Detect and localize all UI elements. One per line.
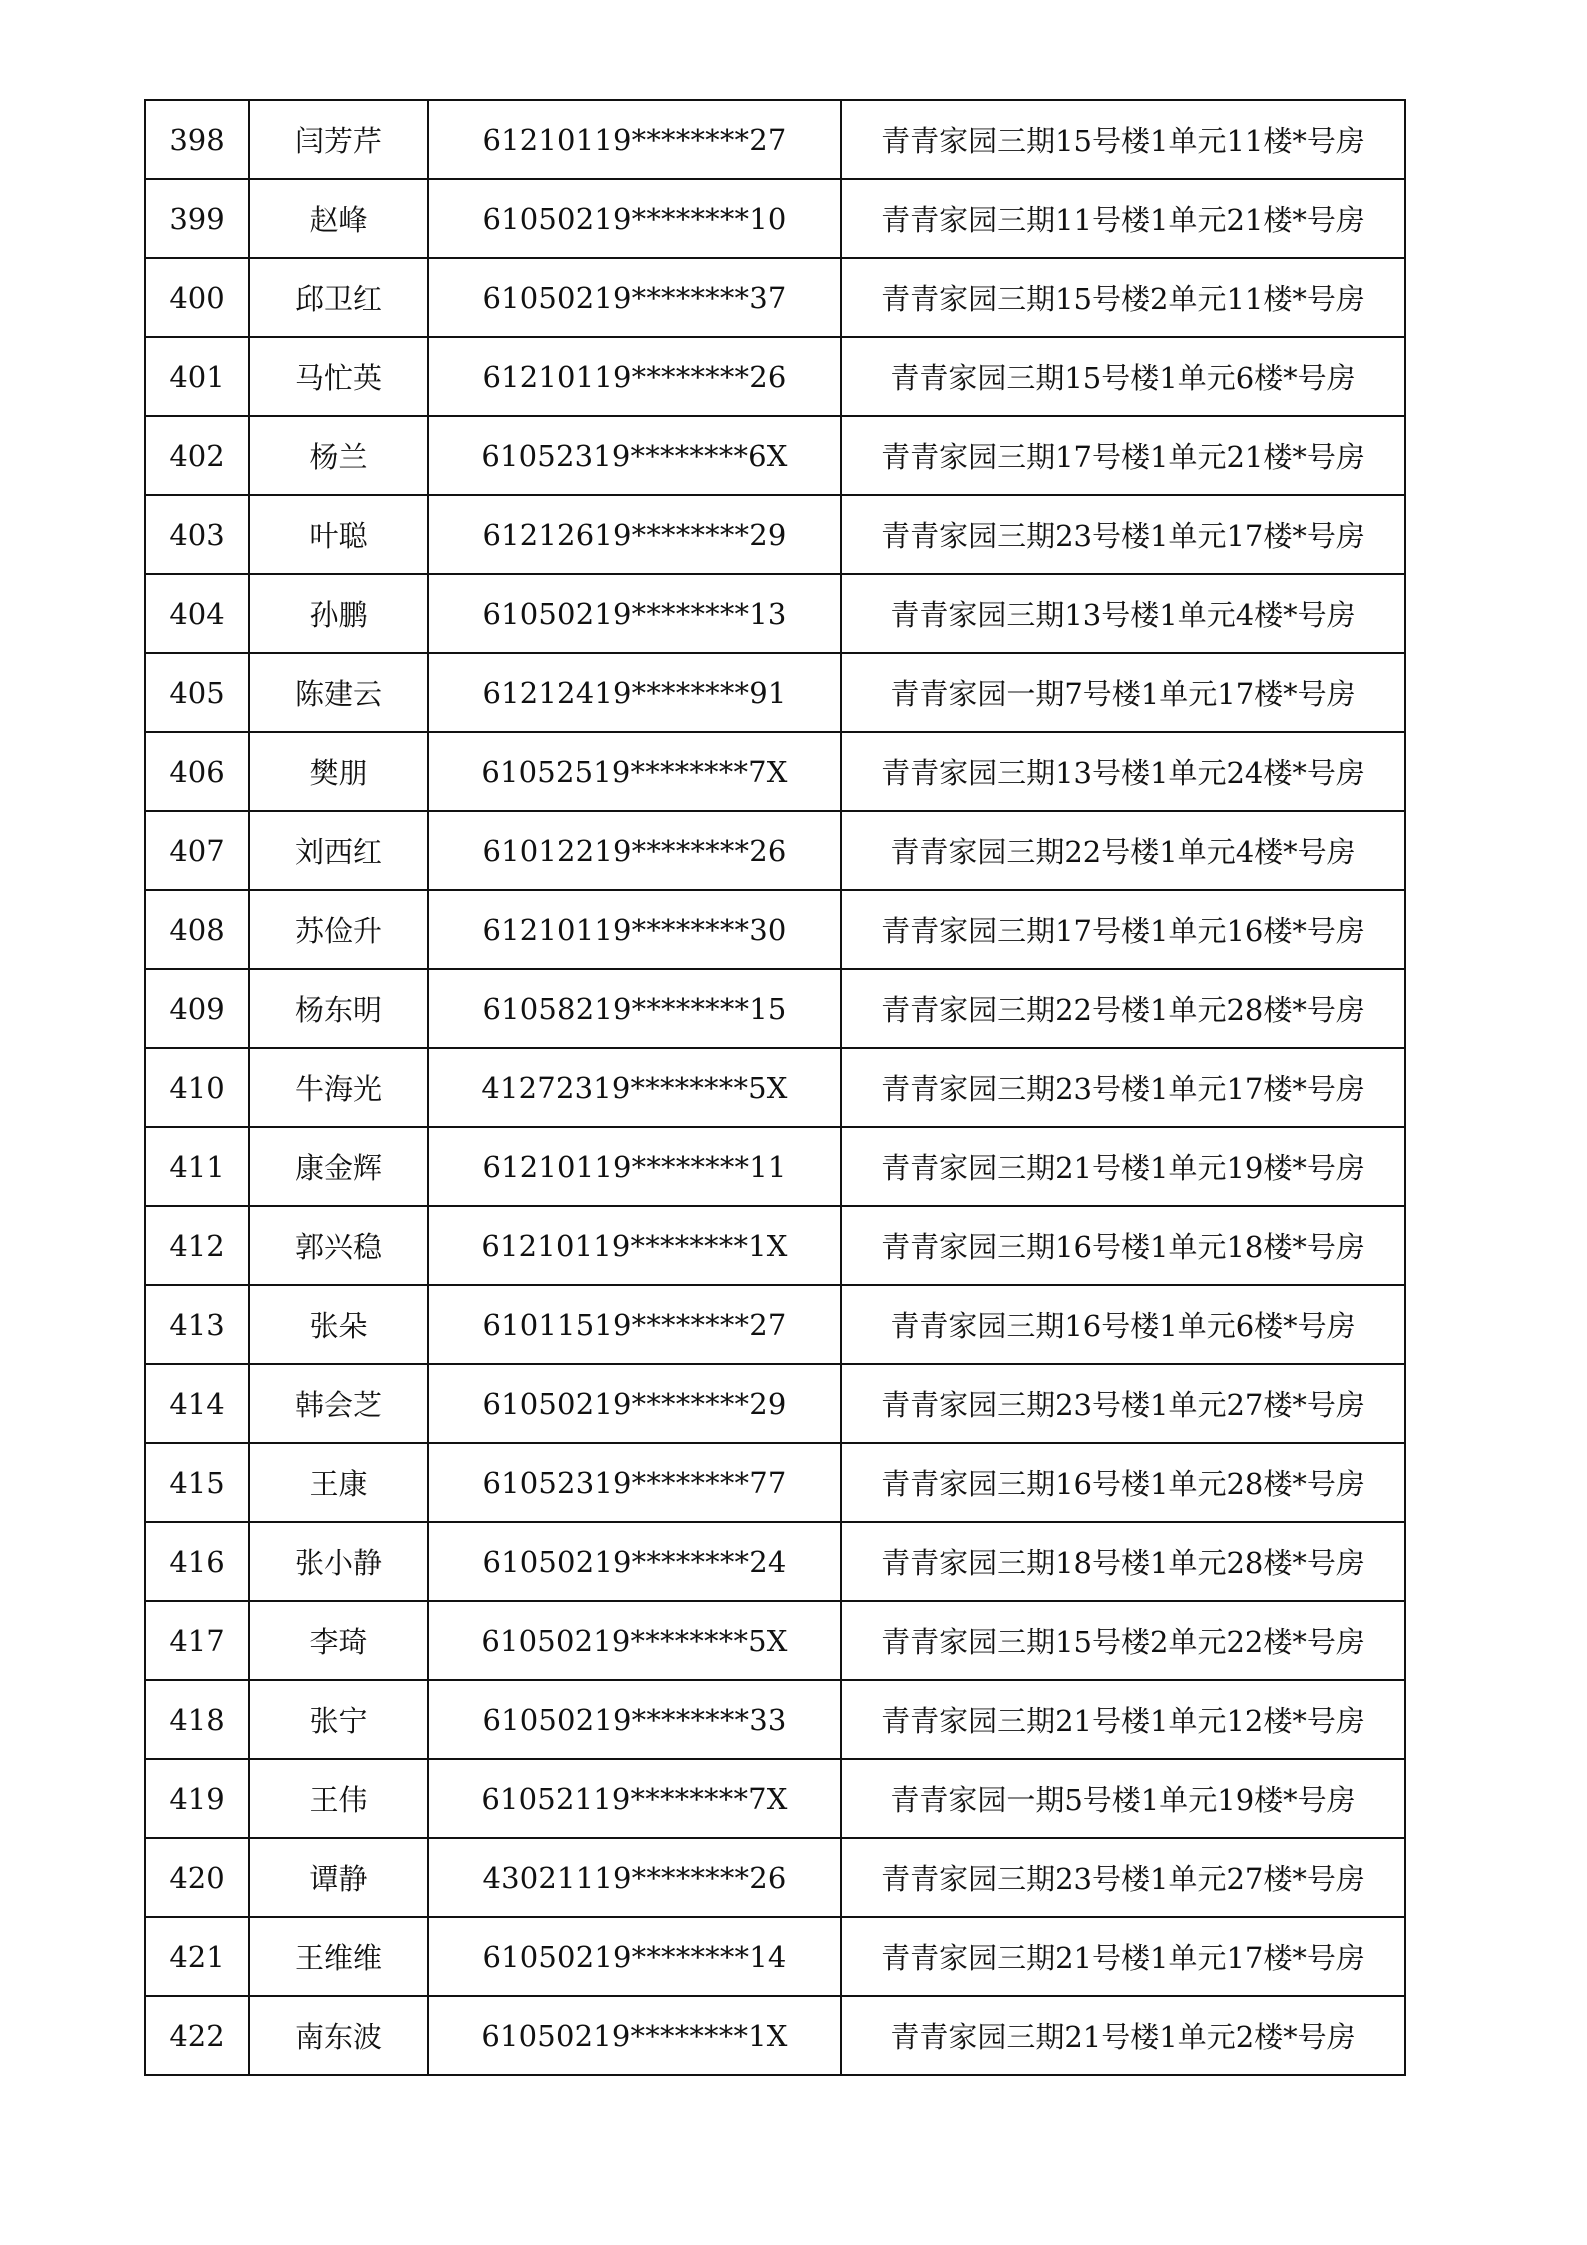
id-number-cell: 61050219********13 — [428, 574, 841, 653]
table-row — [145, 1127, 1405, 1206]
id-number-cell: 61052519********7X — [428, 732, 841, 811]
id-number-cell: 61050219********37 — [428, 258, 841, 337]
row-number-cell: 400 — [145, 258, 249, 337]
table-row — [145, 1601, 1405, 1680]
row-number-cell: 415 — [145, 1443, 249, 1522]
name-cell: 樊朋 — [249, 732, 428, 811]
id-number-cell: 61050219********29 — [428, 1364, 841, 1443]
table-row — [145, 1996, 1405, 2075]
name-cell: 郭兴稳 — [249, 1206, 428, 1285]
id-number-cell: 61050219********1X — [428, 1996, 841, 2075]
address-cell: 青青家园三期23号楼1单元17楼*号房 — [841, 495, 1405, 574]
table-row — [145, 574, 1405, 653]
name-cell: 李琦 — [249, 1601, 428, 1680]
id-number-cell: 61050219********33 — [428, 1680, 841, 1759]
name-cell: 赵峰 — [249, 179, 428, 258]
table-row — [145, 416, 1405, 495]
name-cell: 韩会芝 — [249, 1364, 428, 1443]
table-row — [145, 337, 1405, 416]
name-cell: 马忙英 — [249, 337, 428, 416]
id-number-cell: 61210119********26 — [428, 337, 841, 416]
id-number-cell: 61011519********27 — [428, 1285, 841, 1364]
row-number-cell: 421 — [145, 1917, 249, 1996]
table-row — [145, 495, 1405, 574]
name-cell: 杨兰 — [249, 416, 428, 495]
row-number-cell: 420 — [145, 1838, 249, 1917]
address-cell: 青青家园三期22号楼1单元4楼*号房 — [841, 811, 1405, 890]
address-cell: 青青家园三期18号楼1单元28楼*号房 — [841, 1522, 1405, 1601]
table-row — [145, 1522, 1405, 1601]
address-cell: 青青家园一期5号楼1单元19楼*号房 — [841, 1759, 1405, 1838]
name-cell: 张朵 — [249, 1285, 428, 1364]
address-cell: 青青家园三期15号楼1单元6楼*号房 — [841, 337, 1405, 416]
row-number-cell: 412 — [145, 1206, 249, 1285]
id-number-cell: 61052119********7X — [428, 1759, 841, 1838]
name-cell: 张宁 — [249, 1680, 428, 1759]
table-row — [145, 1443, 1405, 1522]
table-row — [145, 1285, 1405, 1364]
id-number-cell: 61052319********6X — [428, 416, 841, 495]
table-row — [145, 811, 1405, 890]
address-cell: 青青家园三期16号楼1单元18楼*号房 — [841, 1206, 1405, 1285]
address-cell: 青青家园三期21号楼1单元12楼*号房 — [841, 1680, 1405, 1759]
address-cell: 青青家园三期11号楼1单元21楼*号房 — [841, 179, 1405, 258]
row-number-cell: 418 — [145, 1680, 249, 1759]
table-row — [145, 1364, 1405, 1443]
row-number-cell: 404 — [145, 574, 249, 653]
table-row — [145, 653, 1405, 732]
id-number-cell: 61012219********26 — [428, 811, 841, 890]
row-number-cell: 398 — [145, 100, 249, 179]
name-cell: 王维维 — [249, 1917, 428, 1996]
table-row — [145, 1206, 1405, 1285]
name-cell: 孙鹏 — [249, 574, 428, 653]
address-cell: 青青家园三期21号楼1单元17楼*号房 — [841, 1917, 1405, 1996]
id-number-cell: 61210119********1X — [428, 1206, 841, 1285]
table-row — [145, 969, 1405, 1048]
id-number-cell: 61050219********10 — [428, 179, 841, 258]
row-number-cell: 399 — [145, 179, 249, 258]
name-cell: 张小静 — [249, 1522, 428, 1601]
table-row — [145, 732, 1405, 811]
table-row — [145, 258, 1405, 337]
name-cell: 叶聪 — [249, 495, 428, 574]
table-row — [145, 1917, 1405, 1996]
address-cell: 青青家园三期23号楼1单元27楼*号房 — [841, 1838, 1405, 1917]
address-cell: 青青家园三期17号楼1单元21楼*号房 — [841, 416, 1405, 495]
address-cell: 青青家园三期23号楼1单元27楼*号房 — [841, 1364, 1405, 1443]
address-cell: 青青家园一期7号楼1单元17楼*号房 — [841, 653, 1405, 732]
address-cell: 青青家园三期23号楼1单元17楼*号房 — [841, 1048, 1405, 1127]
table-row — [145, 1838, 1405, 1917]
address-cell: 青青家园三期15号楼2单元22楼*号房 — [841, 1601, 1405, 1680]
table-row — [145, 100, 1405, 179]
row-number-cell: 406 — [145, 732, 249, 811]
name-cell: 谭静 — [249, 1838, 428, 1917]
id-number-cell: 61210119********27 — [428, 100, 841, 179]
name-cell: 康金辉 — [249, 1127, 428, 1206]
row-number-cell: 416 — [145, 1522, 249, 1601]
name-cell: 王伟 — [249, 1759, 428, 1838]
row-number-cell: 419 — [145, 1759, 249, 1838]
address-cell: 青青家园三期16号楼1单元28楼*号房 — [841, 1443, 1405, 1522]
id-number-cell: 61052319********77 — [428, 1443, 841, 1522]
id-number-cell: 61050219********14 — [428, 1917, 841, 1996]
name-cell: 牛海光 — [249, 1048, 428, 1127]
address-cell: 青青家园三期13号楼1单元24楼*号房 — [841, 732, 1405, 811]
row-number-cell: 403 — [145, 495, 249, 574]
id-number-cell: 61058219********15 — [428, 969, 841, 1048]
table-row — [145, 890, 1405, 969]
address-cell: 青青家园三期16号楼1单元6楼*号房 — [841, 1285, 1405, 1364]
row-number-cell: 422 — [145, 1996, 249, 2075]
row-number-cell: 408 — [145, 890, 249, 969]
address-cell: 青青家园三期21号楼1单元19楼*号房 — [841, 1127, 1405, 1206]
table-row — [145, 1759, 1405, 1838]
name-cell: 邱卫红 — [249, 258, 428, 337]
row-number-cell: 414 — [145, 1364, 249, 1443]
name-cell: 刘西红 — [249, 811, 428, 890]
name-cell: 闫芳芹 — [249, 100, 428, 179]
id-number-cell: 43021119********26 — [428, 1838, 841, 1917]
row-number-cell: 401 — [145, 337, 249, 416]
table-row — [145, 179, 1405, 258]
id-number-cell: 61210119********11 — [428, 1127, 841, 1206]
address-cell: 青青家园三期15号楼2单元11楼*号房 — [841, 258, 1405, 337]
row-number-cell: 410 — [145, 1048, 249, 1127]
table-row — [145, 1680, 1405, 1759]
name-cell: 王康 — [249, 1443, 428, 1522]
id-number-cell: 61050219********24 — [428, 1522, 841, 1601]
roster-table-body — [145, 100, 1405, 2075]
row-number-cell: 402 — [145, 416, 249, 495]
id-number-cell: 41272319********5X — [428, 1048, 841, 1127]
row-number-cell: 413 — [145, 1285, 249, 1364]
id-number-cell: 61212419********91 — [428, 653, 841, 732]
address-cell: 青青家园三期13号楼1单元4楼*号房 — [841, 574, 1405, 653]
id-number-cell: 61210119********30 — [428, 890, 841, 969]
name-cell: 陈建云 — [249, 653, 428, 732]
row-number-cell: 405 — [145, 653, 249, 732]
id-number-cell: 61050219********5X — [428, 1601, 841, 1680]
row-number-cell: 417 — [145, 1601, 249, 1680]
table-row — [145, 1048, 1405, 1127]
row-number-cell: 411 — [145, 1127, 249, 1206]
name-cell: 南东波 — [249, 1996, 428, 2075]
row-number-cell: 407 — [145, 811, 249, 890]
address-cell: 青青家园三期15号楼1单元11楼*号房 — [841, 100, 1405, 179]
roster-table — [144, 99, 1406, 2076]
address-cell: 青青家园三期21号楼1单元2楼*号房 — [841, 1996, 1405, 2075]
name-cell: 杨东明 — [249, 969, 428, 1048]
id-number-cell: 61212619********29 — [428, 495, 841, 574]
address-cell: 青青家园三期22号楼1单元28楼*号房 — [841, 969, 1405, 1048]
row-number-cell: 409 — [145, 969, 249, 1048]
address-cell: 青青家园三期17号楼1单元16楼*号房 — [841, 890, 1405, 969]
name-cell: 苏俭升 — [249, 890, 428, 969]
